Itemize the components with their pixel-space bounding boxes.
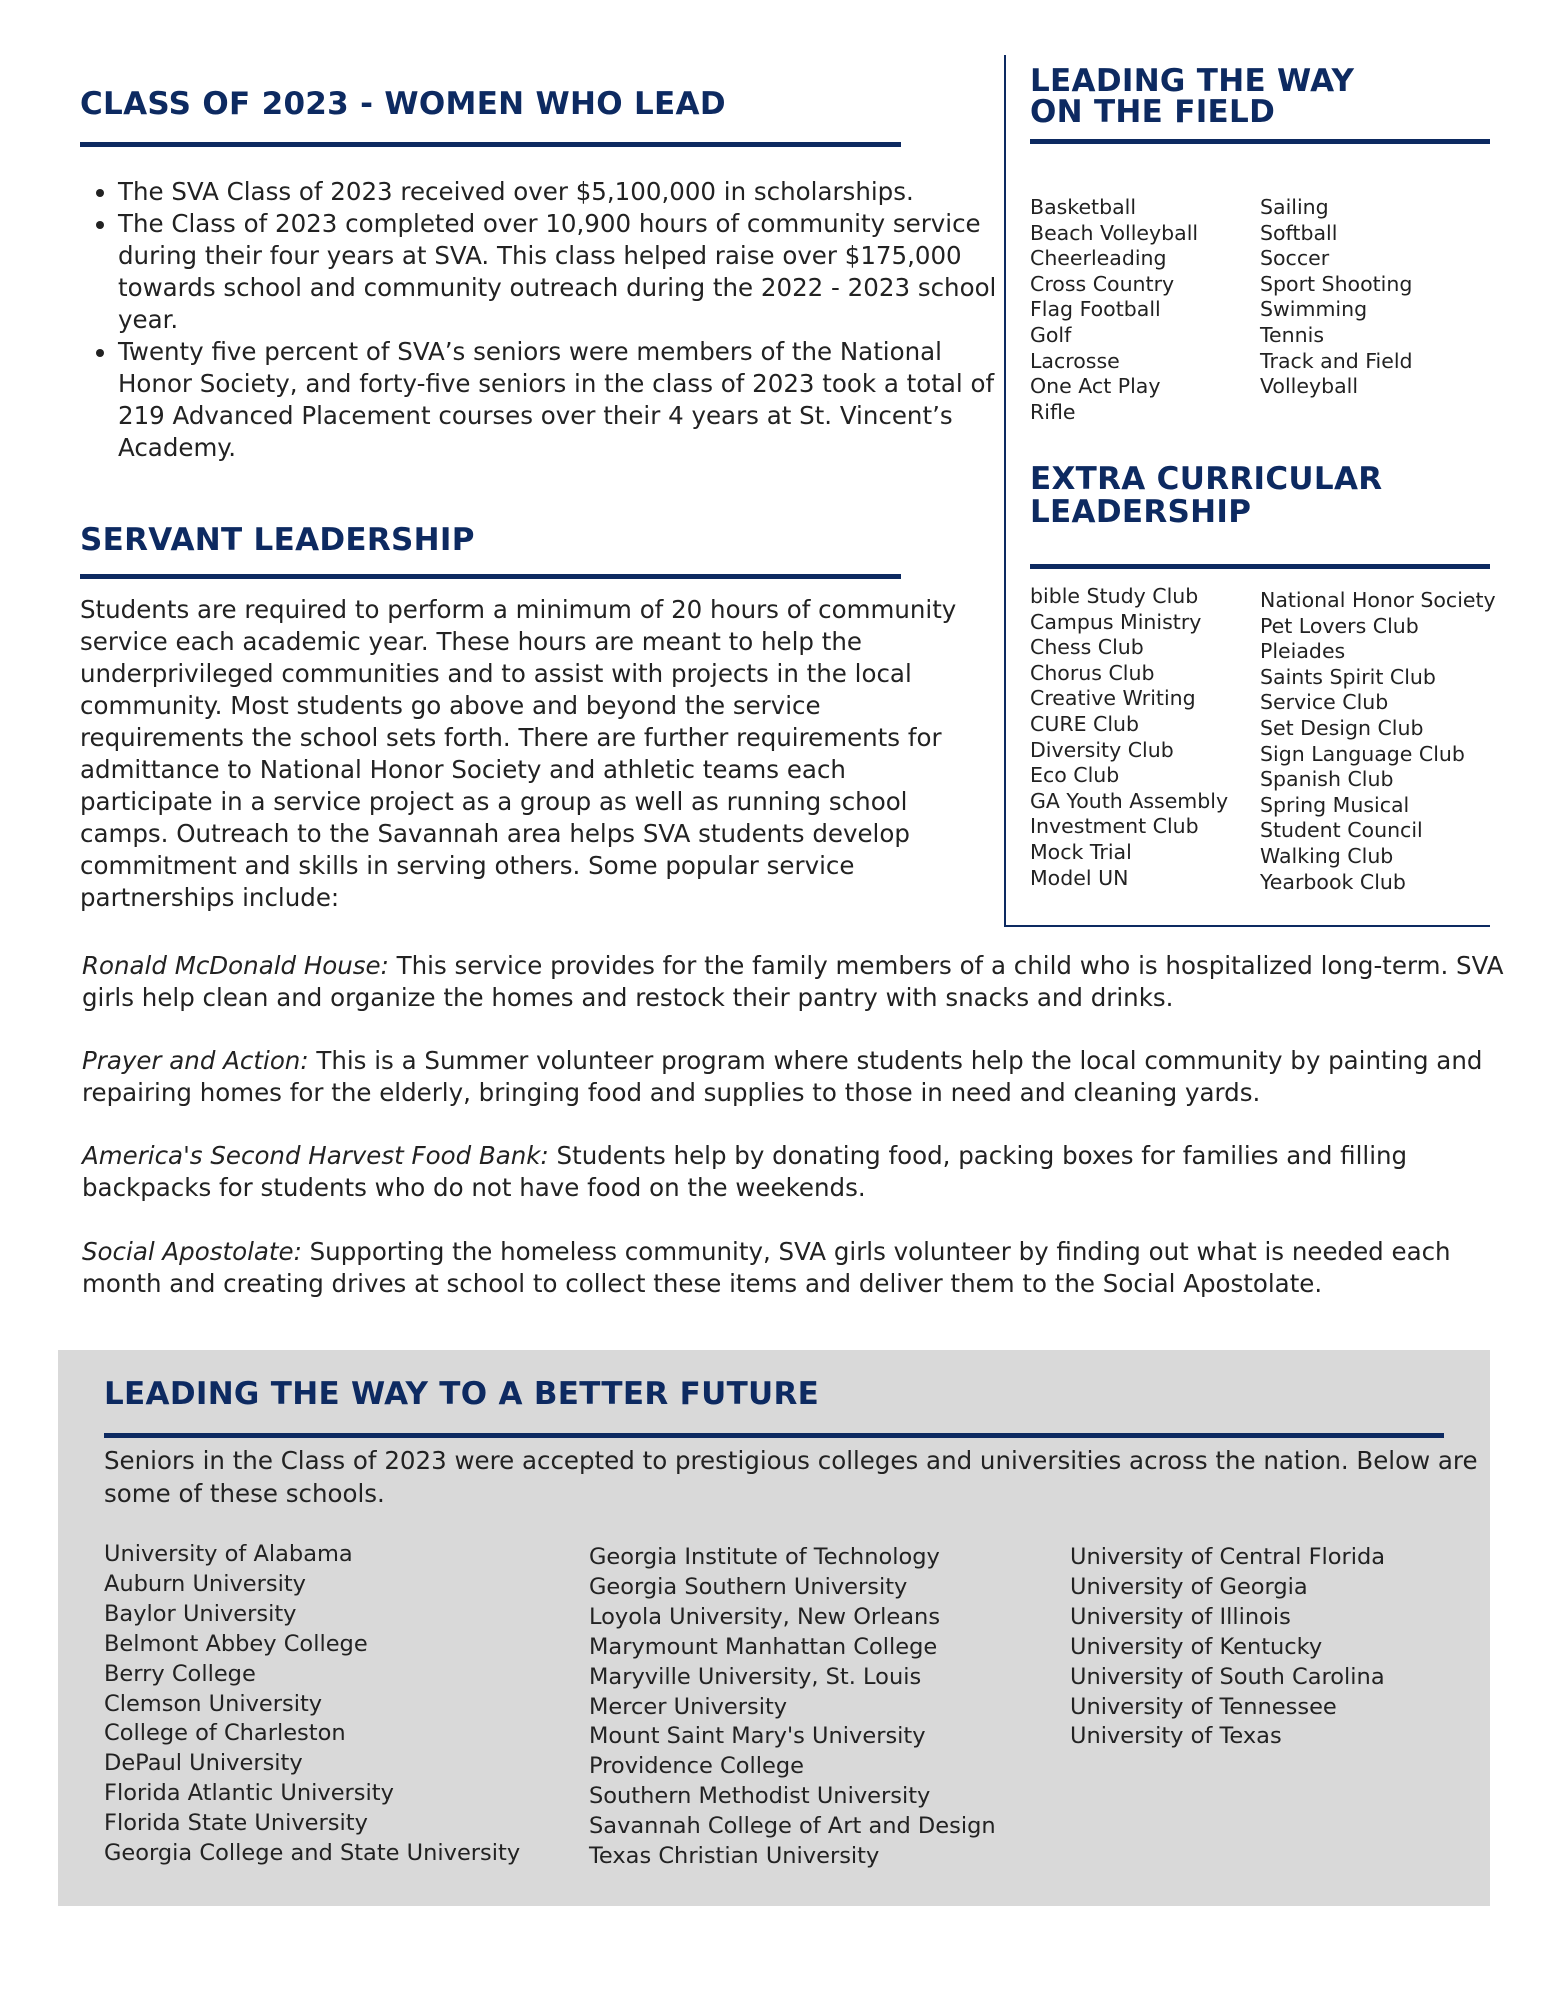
partner-description: Students help by donating food, packing boxes for families and filling backpacks for students who do not have food on the weekends.: [82, 1141, 1408, 1202]
school-item: University of Central Florida: [1070, 1544, 1386, 1570]
sport-item: Volleyball: [1260, 374, 1359, 399]
partnership-prayer-and-action: [82, 1045, 1522, 1109]
on-the-field-heading: [1030, 63, 1355, 130]
club-item: National Honor Society: [1260, 588, 1496, 612]
schools-list-column-1: [104, 1540, 520, 1869]
partnership-social-apostolate: [82, 1236, 1522, 1300]
sport-item: Rifle: [1030, 399, 1076, 424]
school-item: College of Charleston: [104, 1720, 346, 1747]
club-item: Pet Lovers Club: [1260, 613, 1419, 638]
sport-item: Lacrosse: [1030, 348, 1120, 373]
sport-item: Golf: [1030, 322, 1072, 347]
better-future-intro: Seniors in the Class of 2023 were accepted to prestigious colleges and universities across the nation. Below are some of these schools.: [104, 1446, 1478, 1508]
women-who-lead-list: [90, 176, 998, 464]
club-item: CURE Club: [1030, 711, 1140, 736]
sidebar-divider: [1004, 55, 1006, 927]
sport-item: Softball: [1260, 220, 1338, 245]
club-item: Service Club: [1260, 690, 1389, 715]
school-item: Mercer University: [589, 1693, 788, 1720]
school-item: Georgia College and State University: [104, 1840, 521, 1867]
servant-leadership-paragraph: Students are required to perform a minimum of 20 hours of community service each academic year. These hours are meant to help the underprivileged communities and to assist with projects in the local community. Most students go above and beyond the service requirements the school sets forth. There are further requirements for admittance to National Honor Society and athletic teams each participate in a service project as a group as well as running school camps. Outreach to the Savannah area helps SVA students develop commitment and skills in serving others. Some popular service partnerships include:: [80, 595, 957, 912]
heading-underline: [80, 142, 901, 147]
sports-list-column-1: [1030, 195, 1198, 425]
heading-line: LEADING THE WAY: [1030, 63, 1355, 99]
club-item: Student Council: [1260, 818, 1423, 843]
sport-item: Tennis: [1260, 322, 1325, 347]
heading-underline: [80, 574, 901, 579]
sport-item: Cross Country: [1030, 271, 1175, 296]
partner-description: Supporting the homeless community, SVA girls volunteer by finding out what is needed each month and creating drives at school to collect these items and deliver them to the Social Apostolate.: [82, 1237, 1451, 1298]
club-item: Yearbook Club: [1260, 869, 1406, 894]
heading-line: LEADERSHIP: [1030, 494, 1252, 530]
sport-item: Flag Football: [1030, 297, 1161, 322]
sport-item: Soccer: [1260, 246, 1330, 271]
school-item: University of Texas: [1070, 1723, 1282, 1750]
women-who-lead-heading: CLASS OF 2023 - WOMEN WHO LEAD: [80, 86, 726, 122]
partner-description: This service provides for the family members of a child who is hospitalized long-term. SVA girls help clean and organize the homes and restock their pantry with snacks and drinks.: [82, 951, 1504, 1012]
heading-line: EXTRA CURRICULAR: [1030, 461, 1383, 497]
sport-item: Basketball: [1030, 195, 1137, 219]
school-item: University of Tennessee: [1070, 1693, 1337, 1720]
sports-list-column-2: [1260, 195, 1413, 400]
school-item: Georgia Southern University: [589, 1573, 908, 1600]
school-item: Clemson University: [104, 1690, 323, 1717]
club-item: Saints Spirit Club: [1260, 664, 1436, 689]
club-item: Diversity Club: [1030, 737, 1174, 762]
school-item: Providence College: [589, 1753, 804, 1780]
school-item: Auburn University: [104, 1570, 306, 1597]
school-item: Loyola University, New Orleans: [589, 1603, 941, 1630]
clubs-list-column-2: [1260, 588, 1496, 895]
partner-name: Social Apostolate:: [82, 1237, 302, 1266]
schools-list-column-3: [1070, 1543, 1385, 1752]
sport-item: Swimming: [1260, 297, 1368, 322]
club-item: Spanish Club: [1260, 767, 1394, 792]
club-item: Chess Club: [1030, 635, 1144, 660]
sport-item: Sailing: [1260, 195, 1329, 219]
club-item: Set Design Club: [1260, 715, 1424, 740]
list-item: • The SVA Class of 2023 received over $5,100,000 in scholarships.: [118, 176, 998, 208]
list-item: • Twenty five percent of SVA’s seniors were members of the National Honor Society, and forty-five seniors in the class of 2023 took a total of 219 Advanced Placement courses over their 4 years at St. Vincent’s Academy.: [118, 336, 998, 464]
partner-name: Ronald McDonald House:: [82, 951, 389, 980]
partner-name: Prayer and Action:: [82, 1046, 309, 1075]
heading-line: ON THE FIELD: [1030, 94, 1276, 130]
sport-item: Cheerleading: [1030, 246, 1167, 271]
club-item: Spring Musical: [1260, 792, 1410, 817]
school-item: Georgia Institute of Technology: [589, 1544, 940, 1570]
school-item: Mount Saint Mary's University: [589, 1723, 926, 1750]
sidebar-bottom-rule: [1004, 925, 1490, 927]
heading-underline: [1030, 564, 1490, 569]
list-item: • The Class of 2023 completed over 10,900 hours of community service during their four years at SVA. This class helped raise over $175,000 towards school and community outreach during the 2022 - 2023 school year.: [118, 208, 998, 336]
school-item: University of Alabama: [104, 1541, 353, 1567]
partner-name: America's Second Harvest Food Bank:: [82, 1141, 549, 1170]
club-item: Campus Ministry: [1030, 609, 1202, 634]
school-item: Savannah College of Art and Design: [589, 1813, 996, 1840]
school-item: Baylor University: [104, 1600, 297, 1627]
school-item: Berry College: [104, 1660, 256, 1687]
club-item: Model UN: [1030, 865, 1129, 890]
partnership-food-bank: [82, 1140, 1522, 1204]
school-item: Florida State University: [104, 1810, 368, 1837]
club-item: Pleiades: [1260, 639, 1346, 664]
club-item: Eco Club: [1030, 763, 1120, 788]
club-item: Walking Club: [1260, 843, 1394, 868]
schools-list-column-2: [589, 1543, 996, 1872]
sport-item: Sport Shooting: [1260, 271, 1413, 296]
sport-item: Track and Field: [1260, 348, 1413, 373]
clubs-list-column-1: [1030, 584, 1228, 891]
heading-underline: [1030, 139, 1490, 144]
club-item: Chorus Club: [1030, 660, 1155, 685]
school-item: Marymount Manhattan College: [589, 1633, 938, 1660]
club-item: Investment Club: [1030, 814, 1199, 839]
partnership-ronald-mcdonald: [82, 950, 1522, 1014]
club-item: Creative Writing: [1030, 686, 1196, 711]
extra-curricular-heading: [1030, 463, 1382, 529]
school-item: Texas Christian University: [589, 1843, 880, 1870]
partner-description: This is a Summer volunteer program where students help the local community by painting and repairing homes for the elderly, bringing food and supplies to those in need and cleaning yards.: [82, 1046, 1483, 1107]
club-item: GA Youth Assembly: [1030, 788, 1229, 813]
school-item: Southern Methodist University: [589, 1783, 931, 1810]
sport-item: One Act Play: [1030, 374, 1161, 399]
school-item: University of Illinois: [1070, 1603, 1291, 1630]
servant-leadership-heading: SERVANT LEADERSHIP: [80, 522, 475, 558]
club-item: bible Study Club: [1030, 584, 1199, 608]
school-item: University of Georgia: [1070, 1573, 1308, 1600]
school-item: Maryville University, St. Louis: [589, 1663, 922, 1690]
club-item: Sign Language Club: [1260, 741, 1465, 766]
school-item: DePaul University: [104, 1750, 303, 1777]
school-item: Florida Atlantic University: [104, 1780, 394, 1807]
heading-underline: [104, 1433, 1444, 1438]
school-item: University of South Carolina: [1070, 1663, 1385, 1690]
sport-item: Beach Volleyball: [1030, 220, 1199, 245]
club-item: Mock Trial: [1030, 839, 1132, 864]
school-item: University of Kentucky: [1070, 1633, 1323, 1660]
better-future-heading: LEADING THE WAY TO A BETTER FUTURE: [104, 1376, 820, 1412]
school-item: Belmont Abbey College: [104, 1630, 368, 1657]
